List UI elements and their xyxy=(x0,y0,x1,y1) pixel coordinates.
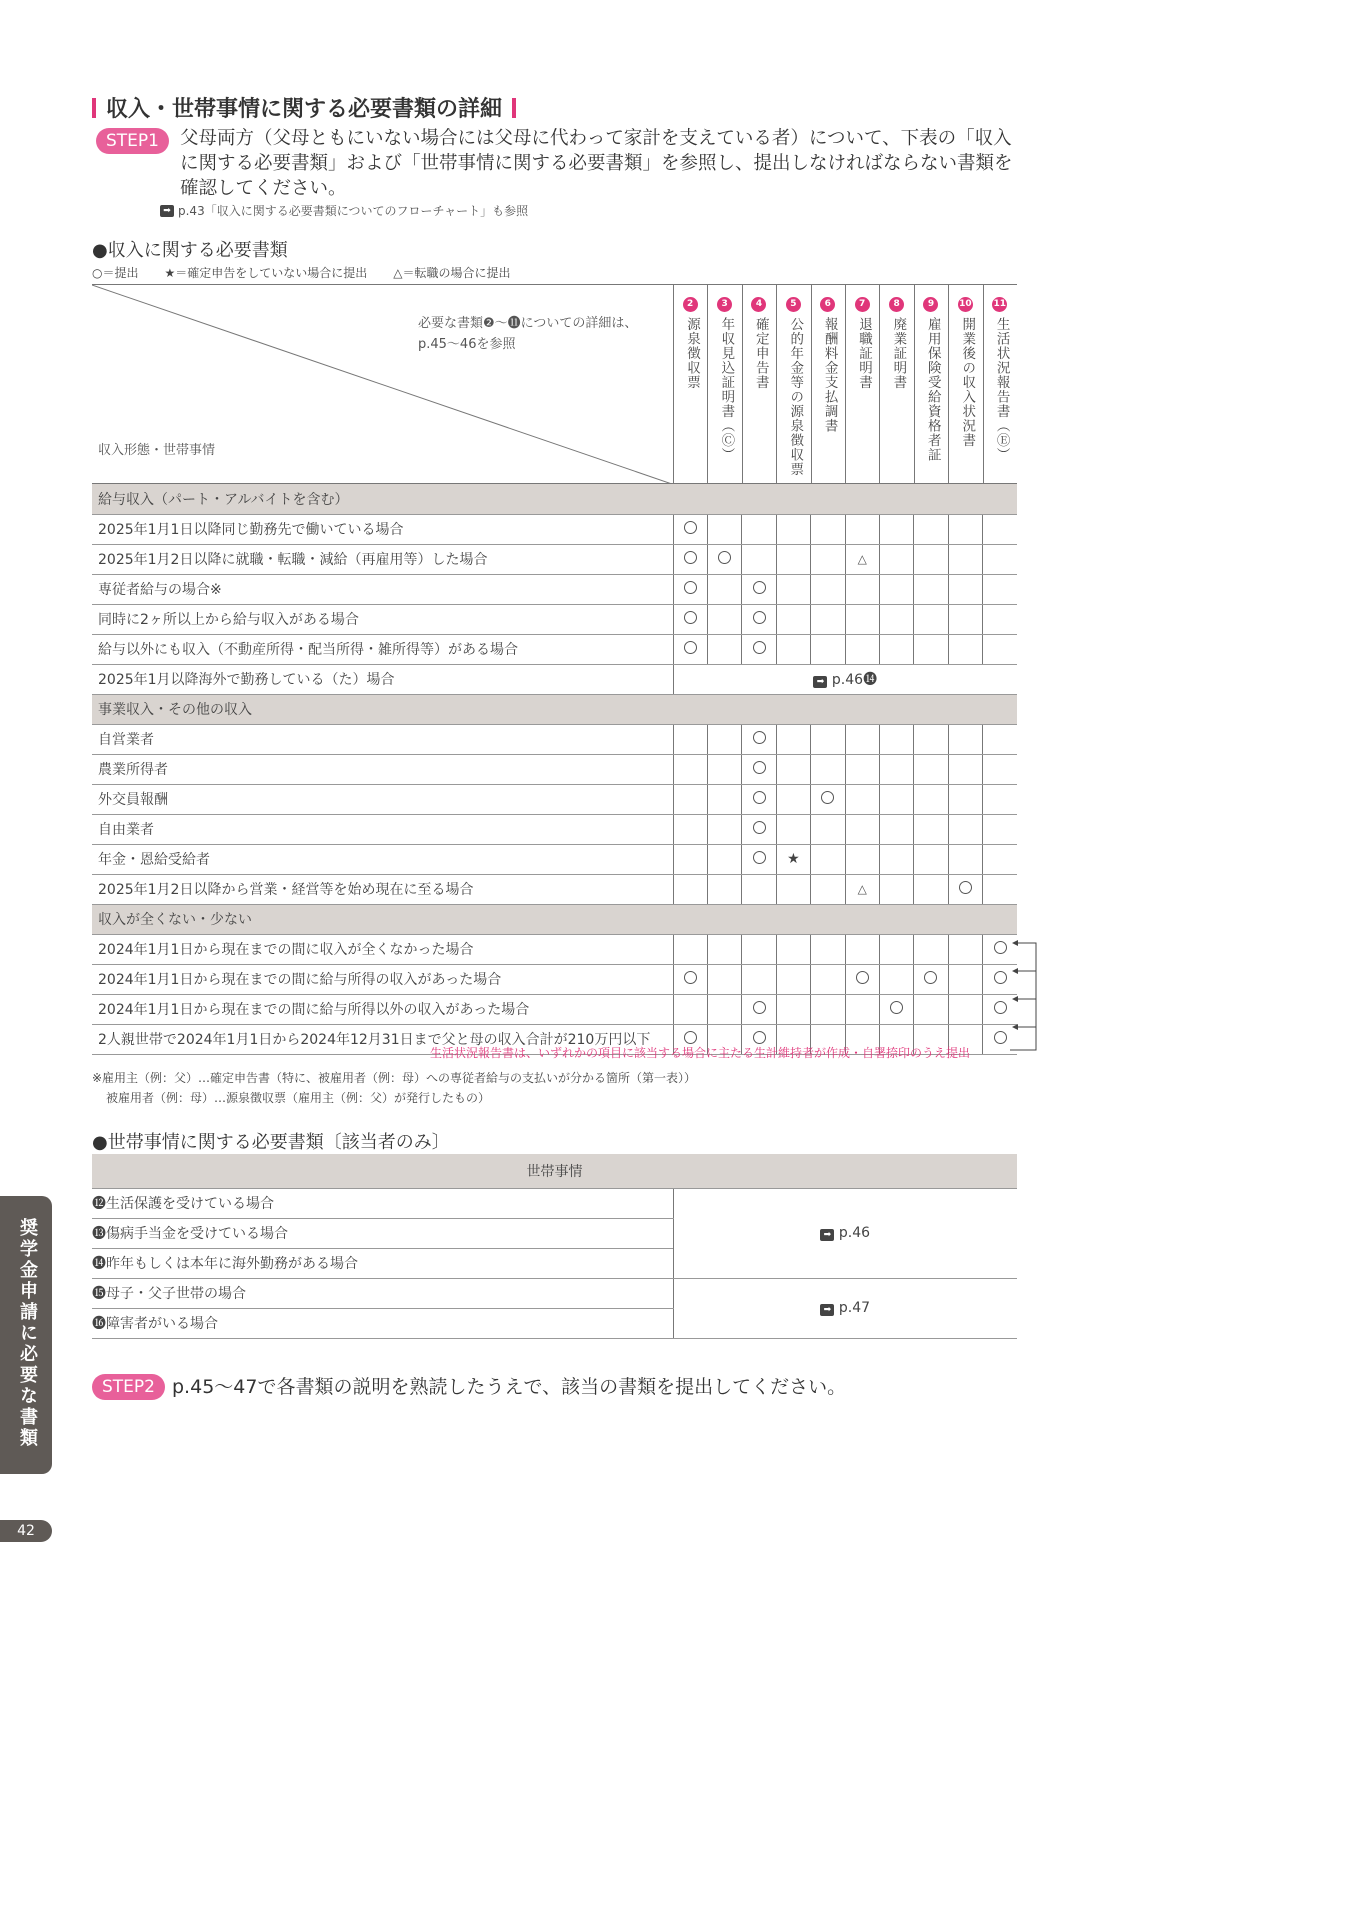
mark-cell xyxy=(811,934,845,964)
table-row xyxy=(92,604,1017,634)
column-title: 年収見込証明書（Ⓒ） xyxy=(718,317,735,462)
side-tab-label: 奨学金申請に必要な書類 xyxy=(17,1218,38,1449)
footnote: ※雇用主（例：父）…確定申告書（特に、被雇用者（例：母）への専従者給与の支払いが分かる箇所（第一表）） 被雇用者（例：母）…源泉徴収票（雇用主（例：父）が発行したもの） xyxy=(92,1071,697,1105)
mark-cell xyxy=(707,964,741,994)
mark-cell: △ xyxy=(845,874,879,904)
table-row xyxy=(92,544,1017,574)
mark-cell xyxy=(776,544,810,574)
household-row-15: ⓯母子・父子世帯の場合 xyxy=(92,1278,673,1308)
mark-cell xyxy=(879,544,913,574)
mark-cell xyxy=(914,844,948,874)
column-title: 雇用保険受給資格者証 xyxy=(924,317,941,462)
bracket-arrows xyxy=(1010,935,1040,1055)
mark-cell xyxy=(707,814,741,844)
mark-cell xyxy=(879,814,913,844)
column-number: 8 xyxy=(879,291,913,312)
mark-cell xyxy=(776,994,810,1024)
mark-cell xyxy=(845,514,879,544)
mark-cell xyxy=(707,784,741,814)
mark-cell xyxy=(914,724,948,754)
mark-cell xyxy=(811,784,845,814)
household-row-14: ⓮昨年もしくは本年に海外勤務がある場合 xyxy=(92,1248,673,1278)
mark-cell xyxy=(983,874,1017,904)
mark-cell xyxy=(948,784,982,814)
mark-cell xyxy=(811,634,845,664)
mark-cell xyxy=(776,574,810,604)
column-number: 9 xyxy=(914,291,948,312)
column-divider xyxy=(983,285,984,485)
mark-cell xyxy=(742,574,776,604)
column-divider xyxy=(914,285,915,485)
mark-cell xyxy=(845,994,879,1024)
mark-cell xyxy=(948,994,982,1024)
mark-cell xyxy=(879,634,913,664)
column-number: 4 xyxy=(742,291,776,312)
mark-cell xyxy=(811,874,845,904)
page-title: 収入・世帯事情に関する必要書類の詳細 xyxy=(92,92,516,123)
mark-cell xyxy=(673,874,707,904)
mark-cell xyxy=(983,844,1017,874)
mark-cell xyxy=(914,634,948,664)
mark-cell xyxy=(948,964,982,994)
column-number: 11 xyxy=(983,291,1017,312)
column-title: 退職証明書 xyxy=(856,317,872,390)
mark-cell xyxy=(879,934,913,964)
mark-cell xyxy=(983,634,1017,664)
mark-cell xyxy=(673,724,707,754)
mark-cell xyxy=(845,604,879,634)
step1-text: 父母両方（父母ともにいない場合には父母に代わって家計を支えている者）について、下表の「収入に関する必要書類」および「世帯事情に関する必要書類」を参照し、提出しなければならない書類を確認してください。 xyxy=(180,128,1013,199)
mark-cell xyxy=(811,994,845,1024)
column-number: 6 xyxy=(811,291,845,312)
row-label: 専従者給与の場合※ xyxy=(92,574,673,604)
mark-cell: △ xyxy=(845,544,879,574)
column-title: 源泉徴収票 xyxy=(684,317,700,390)
mark-cell xyxy=(742,934,776,964)
table-row xyxy=(92,844,1017,874)
header-row-label: 収入形態・世帯事情 xyxy=(98,443,216,458)
mark-cell xyxy=(948,844,982,874)
section-title: 給与収入（パート・アルバイトを含む） xyxy=(92,484,1017,514)
mark-cell xyxy=(845,754,879,784)
mark-cell xyxy=(776,934,810,964)
table-row xyxy=(92,934,1017,964)
row-label: 2025年1月2日以降に就職・転職・減給（再雇用等）した場合 xyxy=(92,544,673,574)
mark-cell xyxy=(948,934,982,964)
table-header xyxy=(92,284,1017,484)
mark-cell xyxy=(742,964,776,994)
table-row xyxy=(92,754,1017,784)
mark-cell xyxy=(707,514,741,544)
mark-cell xyxy=(879,724,913,754)
mark-cell xyxy=(914,754,948,784)
mark-cell xyxy=(879,874,913,904)
mark-cell xyxy=(879,574,913,604)
mark-cell xyxy=(845,934,879,964)
table-row xyxy=(92,964,1017,994)
row-label: 自営業者 xyxy=(92,724,673,754)
mark-cell xyxy=(948,544,982,574)
column-divider xyxy=(742,285,743,485)
mark-cell xyxy=(742,754,776,784)
mark-cell xyxy=(845,634,879,664)
mark-cell xyxy=(983,754,1017,784)
mark-cell xyxy=(845,964,879,994)
table-row xyxy=(92,664,1017,694)
row-label: 2025年1月以降海外で勤務している（た）場合 xyxy=(92,664,673,694)
row-label: 2人親世帯で2024年1月1日から2024年12月31日まで父と母の収入合計が210万円以下 xyxy=(92,1024,673,1054)
column-number: 3 xyxy=(707,291,741,312)
mark-cell xyxy=(879,844,913,874)
mark-cell xyxy=(879,784,913,814)
mark-cell xyxy=(707,634,741,664)
mark-cell xyxy=(845,814,879,844)
column-number: 5 xyxy=(776,291,810,312)
mark-cell xyxy=(948,724,982,754)
household-row-12: ⓬生活保護を受けている場合 xyxy=(92,1188,673,1218)
mark-cell xyxy=(845,784,879,814)
section-title: 事業収入・その他の収入 xyxy=(92,694,1017,724)
mark-cell xyxy=(673,574,707,604)
row-label: 2025年1月1日以降同じ勤務先で働いている場合 xyxy=(92,514,673,544)
mark-cell xyxy=(742,994,776,1024)
table-row xyxy=(92,994,1017,1024)
column-title: 廃業証明書 xyxy=(890,317,907,390)
mark-cell xyxy=(914,514,948,544)
column-divider xyxy=(948,285,949,485)
mark-cell xyxy=(879,994,913,1024)
mark-cell xyxy=(707,604,741,634)
mark-cell xyxy=(983,514,1017,544)
mark-cell xyxy=(914,874,948,904)
mark-cell xyxy=(707,724,741,754)
mark-cell xyxy=(948,514,982,544)
mark-cell xyxy=(879,604,913,634)
column-number: 10 xyxy=(948,291,982,312)
mark-cell xyxy=(914,934,948,964)
income-table xyxy=(92,484,1017,1055)
mark-cell xyxy=(811,844,845,874)
row-label: 同時に2ヶ所以上から給与収入がある場合 xyxy=(92,604,673,634)
mark-cell xyxy=(914,964,948,994)
column-divider xyxy=(776,285,777,485)
income-heading: ●収入に関する必要書類 xyxy=(92,240,288,261)
mark-cell xyxy=(948,574,982,604)
mark-cell xyxy=(983,814,1017,844)
life-report-note: 生活状況報告書は、いずれかの項目に該当する場合に主たる生計維持者が作成・自署捺印のうえ提出 xyxy=(430,1046,971,1060)
mark-cell xyxy=(707,994,741,1024)
column-title: 確定申告書 xyxy=(752,317,769,390)
column-divider xyxy=(845,285,846,485)
mark-cell xyxy=(707,544,741,574)
mark-cell xyxy=(673,964,707,994)
mark-cell xyxy=(914,544,948,574)
mark-cell xyxy=(983,574,1017,604)
mark-cell xyxy=(673,814,707,844)
mark-cell xyxy=(742,634,776,664)
mark-cell xyxy=(673,544,707,574)
mark-cell xyxy=(983,604,1017,634)
mark-cell xyxy=(776,874,810,904)
table-row xyxy=(92,634,1017,664)
mark-cell xyxy=(811,964,845,994)
household-table xyxy=(92,1154,1017,1339)
mark-cell xyxy=(776,814,810,844)
mark-cell xyxy=(707,934,741,964)
table-row xyxy=(92,874,1017,904)
mark-cell xyxy=(914,574,948,604)
mark-cell xyxy=(948,754,982,784)
column-title: 報酬料金支払調書 xyxy=(821,317,838,433)
page-number: 42 xyxy=(0,1520,52,1542)
mark-cell xyxy=(983,544,1017,574)
table-row xyxy=(92,784,1017,814)
mark-cell xyxy=(879,754,913,784)
mark-cell xyxy=(811,514,845,544)
table-row xyxy=(92,814,1017,844)
mark-cell xyxy=(811,814,845,844)
household-ref-p46: ➡ p.46 xyxy=(673,1188,1017,1278)
row-label: 外交員報酬 xyxy=(92,784,673,814)
mark-cell xyxy=(673,514,707,544)
mark-cell xyxy=(776,964,810,994)
mark-cell xyxy=(845,724,879,754)
mark-cell xyxy=(742,604,776,634)
step1-badge: STEP1 xyxy=(96,128,169,154)
mark-cell xyxy=(673,994,707,1024)
mark-cell xyxy=(742,724,776,754)
mark-cell xyxy=(776,754,810,784)
mark-cell xyxy=(879,514,913,544)
legend: ○＝提出 ★＝確定申告をしていない場合に提出 △＝転職の場合に提出 xyxy=(92,266,511,280)
mark-cell xyxy=(742,874,776,904)
household-head: 世帯事情 xyxy=(92,1154,1017,1188)
mark-cell xyxy=(983,784,1017,814)
mark-cell xyxy=(914,604,948,634)
row-label: 2024年1月1日から現在までの間に収入が全くなかった場合 xyxy=(92,934,673,964)
row-label: 2025年1月2日以降から営業・経営等を始め現在に至る場合 xyxy=(92,874,673,904)
table-row xyxy=(92,514,1017,544)
mark-cell xyxy=(673,784,707,814)
mark-cell xyxy=(845,574,879,604)
mark-cell xyxy=(811,754,845,784)
household-heading: ●世帯事情に関する必要書類〔該当者のみ〕 xyxy=(92,1132,450,1153)
mark-cell xyxy=(673,934,707,964)
section-title: 収入が全くない・少ない xyxy=(92,904,1017,934)
mark-cell xyxy=(879,964,913,994)
household-row-16: ⓰障害者がいる場合 xyxy=(92,1308,673,1338)
mark-cell xyxy=(742,784,776,814)
mark-cell xyxy=(707,874,741,904)
mark-cell xyxy=(742,544,776,574)
column-title: 公的年金等の源泉徴収票 xyxy=(787,317,804,477)
row-label: 2024年1月1日から現在までの間に給与所得以外の収入があった場合 xyxy=(92,994,673,1024)
mark-cell xyxy=(776,634,810,664)
table-row xyxy=(92,724,1017,754)
flowchart-reference: ➡ p.43「収入に関する必要書類についてのフローチャート」も参照 xyxy=(160,202,528,219)
mark-cell xyxy=(948,874,982,904)
column-number: 7 xyxy=(845,291,879,312)
mark-cell xyxy=(707,574,741,604)
column-divider xyxy=(879,285,880,485)
mark-cell xyxy=(776,514,810,544)
mark-cell xyxy=(914,784,948,814)
mark-cell xyxy=(845,844,879,874)
mark-cell xyxy=(811,574,845,604)
column-divider xyxy=(673,285,674,485)
mark-cell xyxy=(948,634,982,664)
column-divider xyxy=(811,285,812,485)
mark-cell xyxy=(811,724,845,754)
mark-cell xyxy=(742,814,776,844)
mark-cell xyxy=(776,724,810,754)
mark-cell xyxy=(673,754,707,784)
column-number: 2 xyxy=(673,291,707,312)
column-title: 開業後の収入状況書 xyxy=(959,317,976,448)
mark-cell xyxy=(673,844,707,874)
step2-badge: STEP2 xyxy=(92,1374,165,1400)
row-label: 年金・恩給受給者 xyxy=(92,844,673,874)
mark-cell xyxy=(707,754,741,784)
mark-cell xyxy=(983,724,1017,754)
table-row xyxy=(92,574,1017,604)
household-row-13: ⓭傷病手当金を受けている場合 xyxy=(92,1218,673,1248)
mark-cell xyxy=(811,544,845,574)
row-reference: ➡ p.46⓮ xyxy=(673,664,1017,694)
arrow-right-icon: ➡ xyxy=(160,205,174,217)
column-divider xyxy=(707,285,708,485)
mark-cell xyxy=(811,604,845,634)
mark-cell xyxy=(948,604,982,634)
mark-cell xyxy=(776,784,810,814)
mark-cell: ★ xyxy=(776,844,810,874)
household-ref-p47: ➡ p.47 xyxy=(673,1278,1017,1338)
row-label: 2024年1月1日から現在までの間に給与所得の収入があった場合 xyxy=(92,964,673,994)
step2-text: p.45～47で各書類の説明を熟読したうえで、該当の書類を提出してください。 xyxy=(172,1376,847,1398)
column-title: 生活状況報告書（Ⓔ） xyxy=(993,317,1010,462)
mark-cell xyxy=(914,814,948,844)
row-label: 農業所得者 xyxy=(92,754,673,784)
mark-cell xyxy=(914,994,948,1024)
mark-cell xyxy=(673,634,707,664)
mark-cell xyxy=(776,604,810,634)
mark-cell xyxy=(948,814,982,844)
mark-cell xyxy=(673,604,707,634)
row-label: 給与以外にも収入（不動産所得・配当所得・雑所得等）がある場合 xyxy=(92,634,673,664)
mark-cell xyxy=(707,844,741,874)
row-label: 自由業者 xyxy=(92,814,673,844)
mark-cell xyxy=(742,514,776,544)
header-note: 必要な書類❷～⓫についての詳細は、 p.45～46を参照 xyxy=(418,316,638,352)
mark-cell xyxy=(742,844,776,874)
